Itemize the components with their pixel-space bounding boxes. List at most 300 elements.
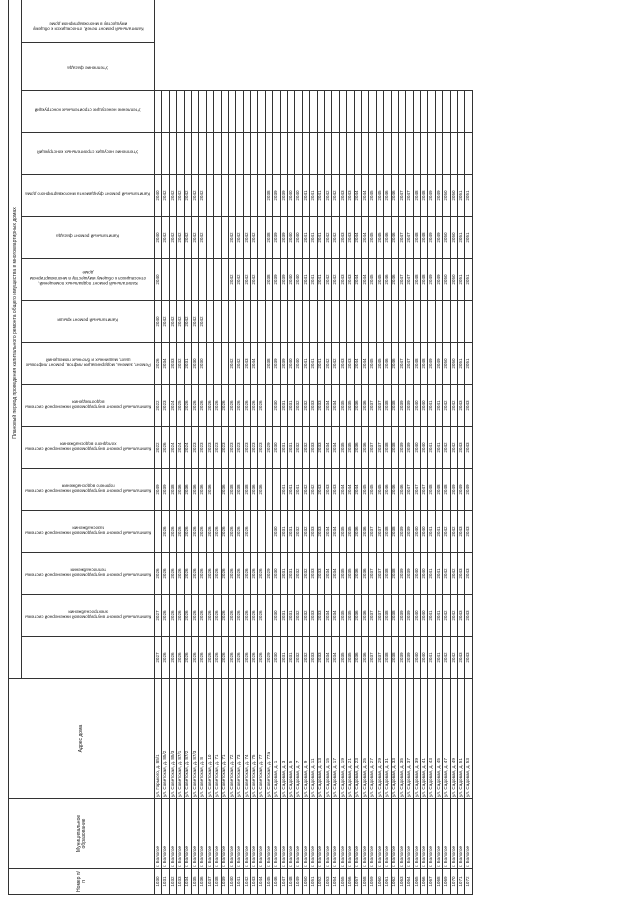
row-year-cell: 2024 bbox=[169, 427, 176, 469]
row-year-cell: 2026 bbox=[169, 595, 176, 637]
row-year-cell: 2043 bbox=[458, 553, 465, 595]
row-year-cell: 2038 bbox=[265, 217, 272, 259]
row-year-cell: 2039 bbox=[406, 553, 413, 595]
row-year-cell: 2026 bbox=[251, 385, 258, 427]
row-year-cell: 2039 bbox=[398, 595, 405, 637]
row-municipality: г. Бологое bbox=[310, 799, 317, 869]
row-number: 1047 bbox=[280, 869, 287, 895]
row-address: ул. Советская, д. 77 bbox=[258, 679, 265, 799]
row-year-cell: 2041 bbox=[317, 217, 324, 259]
row-year-cell: 2024 bbox=[184, 427, 191, 469]
row-year-cell: 2034 bbox=[162, 343, 169, 385]
row-year-cell bbox=[221, 343, 228, 385]
row-year-cell: 2040 bbox=[295, 175, 302, 217]
row-year-cell: 2032 bbox=[302, 427, 309, 469]
row-year-cell: 2026 bbox=[236, 595, 243, 637]
row-year-cell: 2038 bbox=[236, 469, 243, 511]
row-year-cell: 2034 bbox=[324, 511, 331, 553]
row-year-cell: 2043 bbox=[339, 175, 346, 217]
row-year-cell bbox=[450, 301, 457, 343]
row-year-cell: 2042 bbox=[324, 343, 331, 385]
row-year-cell: 2043 bbox=[458, 385, 465, 427]
row-year-cell bbox=[265, 385, 272, 427]
row-year-cell: 2051 bbox=[458, 175, 465, 217]
row-address: ул. Советская, д. 74 bbox=[243, 679, 250, 799]
row-year-cell bbox=[184, 91, 191, 133]
row-year-cell: 2026 bbox=[228, 637, 235, 679]
row-year-cell: 2041 bbox=[435, 385, 442, 427]
row-year-cell bbox=[243, 175, 250, 217]
row-address: ул. Советская, д. 87/2 bbox=[184, 679, 191, 799]
row-year-cell bbox=[236, 133, 243, 175]
row-year-cell: 2046 bbox=[384, 343, 391, 385]
table-row bbox=[295, 0, 302, 895]
row-address: ул. Садовая, д. 1 bbox=[273, 679, 280, 799]
table-row bbox=[221, 0, 228, 895]
row-year-cell: 2042 bbox=[251, 217, 258, 259]
row-number: 1040 bbox=[228, 869, 235, 895]
row-year-cell bbox=[361, 91, 368, 133]
row-number: 1053 bbox=[324, 869, 331, 895]
row-year-cell: 2049 bbox=[428, 343, 435, 385]
row-year-cell: 2042 bbox=[184, 301, 191, 343]
row-year-cell bbox=[155, 91, 162, 133]
row-year-cell: 2045 bbox=[369, 343, 376, 385]
row-year-cell: 2038 bbox=[391, 511, 398, 553]
row-municipality: г. Бологое bbox=[155, 799, 162, 869]
row-year-cell: 2038 bbox=[391, 427, 398, 469]
row-year-cell: 2040 bbox=[288, 259, 295, 301]
row-year-cell bbox=[214, 133, 221, 175]
row-year-cell: 2043 bbox=[347, 175, 354, 217]
row-year-cell: 2045 bbox=[361, 469, 368, 511]
row-number: 1034 bbox=[184, 869, 191, 895]
row-year-cell: 2049 bbox=[428, 217, 435, 259]
row-municipality: г. Бологое bbox=[458, 799, 465, 869]
row-year-cell: 2031 bbox=[288, 553, 295, 595]
row-year-cell: 2022 bbox=[155, 427, 162, 469]
row-year-cell bbox=[458, 133, 465, 175]
row-year-cell: 2041 bbox=[435, 511, 442, 553]
row-year-cell: 2043 bbox=[458, 637, 465, 679]
row-year-cell bbox=[221, 217, 228, 259]
row-year-cell: 2047 bbox=[398, 217, 405, 259]
row-year-cell: 2033 bbox=[317, 637, 324, 679]
row-year-cell: 2038 bbox=[384, 637, 391, 679]
row-address: ул. Садовая, д. 35 bbox=[398, 679, 405, 799]
row-year-cell: 2049 bbox=[428, 175, 435, 217]
row-year-cell: 2034 bbox=[332, 595, 339, 637]
table-row bbox=[243, 0, 250, 895]
header-municipality: Муниципальное образование bbox=[9, 799, 155, 869]
row-number: 1051 bbox=[310, 869, 317, 895]
table-row bbox=[302, 0, 309, 895]
row-year-cell bbox=[369, 91, 376, 133]
row-municipality: г. Бологое bbox=[258, 799, 265, 869]
row-year-cell: 2043 bbox=[243, 343, 250, 385]
row-year-cell: 2040 bbox=[288, 343, 295, 385]
row-year-cell: 2041 bbox=[435, 637, 442, 679]
row-year-cell bbox=[391, 133, 398, 175]
row-number: 1068 bbox=[435, 869, 442, 895]
row-year-cell: 2026 bbox=[169, 637, 176, 679]
row-year-cell bbox=[384, 91, 391, 133]
row-year-cell bbox=[324, 91, 331, 133]
row-year-cell: 2034 bbox=[324, 427, 331, 469]
row-year-cell: 2040 bbox=[413, 553, 420, 595]
row-year-cell: 2031 bbox=[280, 595, 287, 637]
row-address: ул. Садовая, д. 27 bbox=[369, 679, 376, 799]
row-year-cell bbox=[258, 511, 265, 553]
row-year-cell: 2051 bbox=[465, 259, 472, 301]
table-row bbox=[280, 0, 287, 895]
row-year-cell: 2026 bbox=[228, 595, 235, 637]
row-year-cell: 2032 bbox=[302, 553, 309, 595]
row-year-cell: 2040 bbox=[413, 427, 420, 469]
row-address: ул. Горького, д. 85/1 bbox=[155, 679, 162, 799]
row-address: ул. Садовая, д. 33 bbox=[391, 679, 398, 799]
row-year-cell bbox=[317, 91, 324, 133]
row-year-cell bbox=[443, 133, 450, 175]
row-year-cell: 2023 bbox=[228, 427, 235, 469]
row-year-cell bbox=[369, 133, 376, 175]
row-year-cell bbox=[214, 259, 221, 301]
row-year-cell: 2041 bbox=[428, 553, 435, 595]
row-year-cell: 2036 bbox=[354, 427, 361, 469]
row-year-cell bbox=[339, 301, 346, 343]
row-year-cell: 2031 bbox=[288, 511, 295, 553]
table-row bbox=[413, 0, 420, 895]
row-address: ул. Садовая, д. 39 bbox=[413, 679, 420, 799]
row-year-cell: 2039 bbox=[406, 511, 413, 553]
row-year-cell: 2046 bbox=[398, 469, 405, 511]
row-year-cell: 2047 bbox=[406, 259, 413, 301]
row-year-cell: 2041 bbox=[295, 469, 302, 511]
row-year-cell: 2026 bbox=[243, 637, 250, 679]
row-year-cell: 2030 bbox=[273, 595, 280, 637]
row-address: ул. Советская, д. 75 bbox=[251, 679, 258, 799]
row-year-cell bbox=[228, 175, 235, 217]
row-municipality: г. Бологое bbox=[450, 799, 457, 869]
row-year-cell: 2032 bbox=[302, 595, 309, 637]
row-year-cell: 2034 bbox=[324, 385, 331, 427]
row-year-cell bbox=[280, 91, 287, 133]
row-year-cell: 2047 bbox=[406, 175, 413, 217]
row-year-cell: 2038 bbox=[265, 343, 272, 385]
row-address: ул. Садовая, д. 45 bbox=[435, 679, 442, 799]
row-year-cell: 2043 bbox=[339, 259, 346, 301]
row-year-cell: 2033 bbox=[317, 511, 324, 553]
row-year-cell: 2042 bbox=[443, 385, 450, 427]
row-year-cell: 2034 bbox=[332, 427, 339, 469]
row-year-cell: 2043 bbox=[465, 637, 472, 679]
row-year-cell bbox=[169, 133, 176, 175]
row-year-cell bbox=[332, 91, 339, 133]
row-address: ул. Советская, д. 71 bbox=[221, 679, 228, 799]
table-row bbox=[458, 0, 465, 895]
row-year-cell: 2046 bbox=[391, 259, 398, 301]
row-year-cell bbox=[184, 133, 191, 175]
row-year-cell: 2050 bbox=[443, 343, 450, 385]
row-year-cell: 2042 bbox=[236, 259, 243, 301]
row-year-cell bbox=[354, 91, 361, 133]
row-year-cell: 2043 bbox=[347, 217, 354, 259]
row-year-cell: 2041 bbox=[435, 595, 442, 637]
row-year-cell bbox=[428, 133, 435, 175]
row-number: 1061 bbox=[384, 869, 391, 895]
table-row bbox=[369, 0, 376, 895]
row-year-cell bbox=[236, 301, 243, 343]
row-number: 1064 bbox=[406, 869, 413, 895]
row-year-cell: 2026 bbox=[162, 553, 169, 595]
table-row bbox=[428, 0, 435, 895]
row-year-cell: 2049 bbox=[435, 343, 442, 385]
row-year-cell: 2047 bbox=[398, 175, 405, 217]
row-year-cell bbox=[199, 259, 206, 301]
row-year-cell: 2034 bbox=[332, 637, 339, 679]
row-year-cell bbox=[221, 175, 228, 217]
row-year-cell: 2042 bbox=[228, 343, 235, 385]
row-year-cell: 2038 bbox=[265, 259, 272, 301]
row-year-cell: 2042 bbox=[332, 259, 339, 301]
row-year-cell: 2046 bbox=[384, 259, 391, 301]
row-year-cell bbox=[258, 343, 265, 385]
row-year-cell bbox=[295, 301, 302, 343]
row-municipality: г. Бологое bbox=[428, 799, 435, 869]
row-year-cell: 2041 bbox=[310, 217, 317, 259]
row-year-cell: 2041 bbox=[288, 469, 295, 511]
row-year-cell: 2033 bbox=[169, 343, 176, 385]
row-year-cell: 2043 bbox=[458, 595, 465, 637]
header-work-type-label: Утепление фасада bbox=[67, 65, 109, 71]
row-year-cell: 2045 bbox=[376, 217, 383, 259]
row-municipality: г. Бологое bbox=[317, 799, 324, 869]
row-year-cell: 2044 bbox=[354, 217, 361, 259]
row-year-cell: 2041 bbox=[310, 343, 317, 385]
row-year-cell: 2031 bbox=[280, 511, 287, 553]
row-year-cell bbox=[206, 301, 213, 343]
row-year-cell bbox=[458, 301, 465, 343]
row-year-cell: 2026 bbox=[206, 553, 213, 595]
row-year-cell: 2049 bbox=[155, 469, 162, 511]
row-year-cell: 2041 bbox=[280, 469, 287, 511]
table-row bbox=[177, 0, 184, 895]
row-year-cell: 2041 bbox=[302, 217, 309, 259]
row-number: 1058 bbox=[361, 869, 368, 895]
row-year-cell: 2048 bbox=[421, 175, 428, 217]
header-work-type-label: Капитальный ремонт фасада bbox=[56, 233, 120, 239]
row-year-cell: 2050 bbox=[450, 343, 457, 385]
row-year-cell bbox=[354, 301, 361, 343]
row-year-cell: 2023 bbox=[214, 427, 221, 469]
row-year-cell: 2048 bbox=[435, 469, 442, 511]
row-year-cell bbox=[214, 91, 221, 133]
row-year-cell: 2047 bbox=[398, 259, 405, 301]
row-year-cell bbox=[214, 301, 221, 343]
row-year-cell: 2026 bbox=[199, 637, 206, 679]
row-year-cell: 2035 bbox=[339, 553, 346, 595]
row-address: ул. Садовая, д. 7 bbox=[295, 679, 302, 799]
row-year-cell: 2036 bbox=[221, 469, 228, 511]
row-year-cell bbox=[295, 133, 302, 175]
table-row bbox=[236, 0, 243, 895]
row-year-cell: 2042 bbox=[199, 301, 206, 343]
row-year-cell: 2036 bbox=[177, 469, 184, 511]
row-year-cell: 2036 bbox=[361, 637, 368, 679]
row-municipality: г. Бологое bbox=[280, 799, 287, 869]
row-year-cell: 2040 bbox=[155, 259, 162, 301]
row-year-cell: 2036 bbox=[361, 511, 368, 553]
row-year-cell: 2047 bbox=[413, 469, 420, 511]
row-year-cell: 2041 bbox=[302, 175, 309, 217]
row-year-cell: 2026 bbox=[228, 553, 235, 595]
row-municipality: г. Бологое bbox=[295, 799, 302, 869]
row-year-cell: 2026 bbox=[191, 511, 198, 553]
row-year-cell: 2042 bbox=[177, 217, 184, 259]
row-year-cell bbox=[406, 301, 413, 343]
row-year-cell: 2035 bbox=[339, 511, 346, 553]
row-year-cell: 2046 bbox=[391, 469, 398, 511]
row-year-cell: 2045 bbox=[369, 469, 376, 511]
row-year-cell bbox=[435, 301, 442, 343]
row-year-cell bbox=[177, 259, 184, 301]
row-year-cell bbox=[361, 301, 368, 343]
row-year-cell bbox=[191, 259, 198, 301]
row-year-cell: 2033 bbox=[310, 385, 317, 427]
table-row bbox=[317, 0, 324, 895]
header-work-type-label: Утепление ненесущих строительных конструкций bbox=[34, 107, 141, 113]
row-year-cell: 2032 bbox=[295, 637, 302, 679]
row-year-cell bbox=[443, 301, 450, 343]
row-year-cell bbox=[369, 301, 376, 343]
row-year-cell bbox=[339, 91, 346, 133]
row-address: ул. Советская, д. 73 bbox=[236, 679, 243, 799]
row-year-cell: 2036 bbox=[199, 469, 206, 511]
table-row bbox=[332, 0, 339, 895]
row-year-cell: 2026 bbox=[184, 511, 191, 553]
row-municipality: г. Бологое bbox=[332, 799, 339, 869]
row-year-cell: 2042 bbox=[169, 175, 176, 217]
row-year-cell: 2049 bbox=[428, 259, 435, 301]
row-year-cell: 2045 bbox=[376, 259, 383, 301]
row-number: 1055 bbox=[339, 869, 346, 895]
row-municipality: г. Бологое bbox=[406, 799, 413, 869]
row-year-cell: 2026 bbox=[199, 595, 206, 637]
row-year-cell bbox=[214, 469, 221, 511]
row-year-cell: 2040 bbox=[155, 175, 162, 217]
row-number: 1043 bbox=[251, 869, 258, 895]
row-year-cell: 2026 bbox=[214, 637, 221, 679]
row-address: ул. Садовая, д. 17 bbox=[332, 679, 339, 799]
row-year-cell: 2042 bbox=[324, 259, 331, 301]
row-year-cell: 2026 bbox=[258, 385, 265, 427]
row-municipality: г. Бологое bbox=[376, 799, 383, 869]
row-year-cell bbox=[265, 511, 272, 553]
row-number: 1039 bbox=[221, 869, 228, 895]
row-address: ул. Садовая, д. 47 bbox=[443, 679, 450, 799]
table-row bbox=[310, 0, 317, 895]
row-year-cell: 2026 bbox=[221, 637, 228, 679]
row-year-cell: 2051 bbox=[458, 217, 465, 259]
row-year-cell bbox=[324, 133, 331, 175]
row-year-cell bbox=[258, 133, 265, 175]
header-work-type-label: Капитальный ремонт подвальных помещений, относящихся к общему имуществу в многоквартирном доме bbox=[29, 270, 146, 286]
row-year-cell: 2037 bbox=[376, 553, 383, 595]
row-year-cell: 2043 bbox=[324, 469, 331, 511]
row-year-cell: 2038 bbox=[243, 469, 250, 511]
row-year-cell: 2026 bbox=[184, 553, 191, 595]
header-address: Адрес дома bbox=[9, 679, 155, 799]
row-year-cell: 2023 bbox=[243, 427, 250, 469]
table-row bbox=[228, 0, 235, 895]
table-row bbox=[391, 0, 398, 895]
row-year-cell bbox=[236, 91, 243, 133]
row-year-cell: 2026 bbox=[243, 385, 250, 427]
table-row bbox=[206, 0, 213, 895]
table-row bbox=[443, 0, 450, 895]
row-year-cell: 2042 bbox=[162, 301, 169, 343]
row-year-cell: 2044 bbox=[361, 175, 368, 217]
table-row bbox=[184, 0, 191, 895]
row-year-cell bbox=[421, 133, 428, 175]
row-address: ул. Садовая, д. 53 bbox=[465, 679, 472, 799]
row-year-cell: 2023 bbox=[191, 427, 198, 469]
row-number: 1031 bbox=[162, 869, 169, 895]
row-year-cell bbox=[155, 511, 162, 553]
row-number: 1071 bbox=[458, 869, 465, 895]
row-year-cell: 2044 bbox=[339, 469, 346, 511]
row-number: 1059 bbox=[369, 869, 376, 895]
row-year-cell: 2039 bbox=[398, 511, 405, 553]
row-year-cell: 2026 bbox=[162, 511, 169, 553]
row-municipality: г. Бологое bbox=[214, 799, 221, 869]
row-year-cell bbox=[221, 259, 228, 301]
row-year-cell bbox=[288, 301, 295, 343]
row-municipality: г. Бологое bbox=[228, 799, 235, 869]
row-year-cell: 2040 bbox=[413, 637, 420, 679]
row-address: ул. Советская, д. 10 bbox=[206, 679, 213, 799]
row-year-cell bbox=[184, 259, 191, 301]
row-number: 1060 bbox=[376, 869, 383, 895]
table-row bbox=[169, 0, 176, 895]
row-number: 1069 bbox=[443, 869, 450, 895]
row-year-cell bbox=[251, 91, 258, 133]
row-year-cell bbox=[251, 511, 258, 553]
row-year-cell bbox=[273, 91, 280, 133]
row-number: 1052 bbox=[317, 869, 324, 895]
row-year-cell bbox=[310, 133, 317, 175]
row-year-cell: 2039 bbox=[398, 553, 405, 595]
row-year-cell: 2043 bbox=[465, 511, 472, 553]
row-year-cell: 2036 bbox=[354, 553, 361, 595]
row-year-cell: 2041 bbox=[428, 595, 435, 637]
row-number: 1048 bbox=[288, 869, 295, 895]
row-address: ул. Садовая, д. 13 bbox=[317, 679, 324, 799]
row-year-cell bbox=[288, 91, 295, 133]
row-year-cell bbox=[413, 301, 420, 343]
header-work-type-label: Капитальный ремонт крыши bbox=[57, 317, 119, 323]
row-municipality: г. Бологое bbox=[288, 799, 295, 869]
table-row bbox=[265, 0, 272, 895]
row-year-cell bbox=[398, 301, 405, 343]
row-year-cell: 2032 bbox=[295, 595, 302, 637]
row-year-cell bbox=[206, 175, 213, 217]
row-year-cell: 2027 bbox=[155, 637, 162, 679]
row-year-cell: 2026 bbox=[177, 637, 184, 679]
row-year-cell: 2039 bbox=[406, 385, 413, 427]
row-number: 1065 bbox=[413, 869, 420, 895]
row-year-cell: 2045 bbox=[376, 175, 383, 217]
